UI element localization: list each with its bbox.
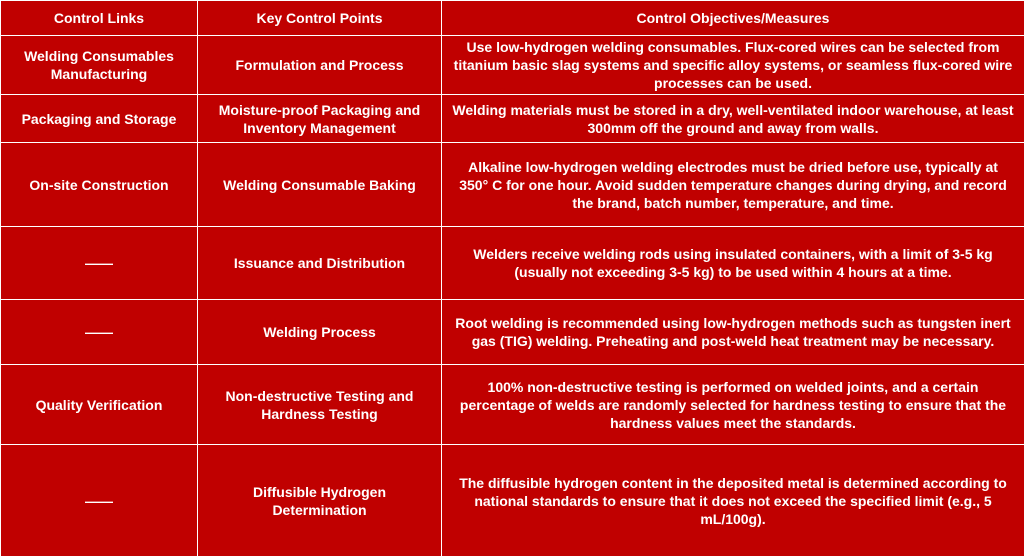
measure-cell: Alkaline low-hydrogen welding electrodes must be dried before use, typically at 350° C for one hour. Avoid sudden temperature changes during drying, and record the brand, batch number, temperature, and time. [442,143,1024,227]
measure-cell: Root welding is recommended using low-hydrogen methods such as tungsten inert gas (TIG) welding. Preheating and post-weld heat treatment may be necessary. [442,300,1024,365]
control-link-cell: —— [1,227,198,300]
control-point-cell: Welding Consumable Baking [198,143,442,227]
measure-cell: 100% non-destructive testing is performed on welded joints, and a certain percentage of welds are randomly selected for hardness testing to ensure that the hardness values meet the standards. [442,365,1024,445]
control-link-cell: Quality Verification [1,365,198,445]
header-control-objectives: Control Objectives/Measures [442,1,1024,36]
control-point-cell: Diffusible Hydrogen Determination [198,445,442,557]
control-point-cell: Welding Process [198,300,442,365]
table-row [1,143,1024,227]
measure-cell: Welders receive welding rods using insulated containers, with a limit of 3-5 kg (usually not exceeding 3-5 kg) to be used within 4 hours at a time. [442,227,1024,300]
table-row [1,227,1024,300]
measure-cell: Welding materials must be stored in a dry, well-ventilated indoor warehouse, at least 300mm off the ground and away from walls. [442,95,1024,143]
table-row [1,36,1024,95]
control-link-cell: —— [1,300,198,365]
control-point-cell: Non-destructive Testing and Hardness Testing [198,365,442,445]
table-row [1,95,1024,143]
control-link-cell: Packaging and Storage [1,95,198,143]
control-link-cell: On-site Construction [1,143,198,227]
control-link-cell: —— [1,445,198,557]
control-point-cell: Moisture-proof Packaging and Inventory Management [198,95,442,143]
measure-cell: Use low-hydrogen welding consumables. Flux-cored wires can be selected from titanium basic slag systems and specific alloy systems, or seamless flux-cored wire processes can be used. [442,36,1024,95]
table-row [1,365,1024,445]
table-row [1,445,1024,557]
control-point-cell: Issuance and Distribution [198,227,442,300]
measure-cell: The diffusible hydrogen content in the deposited metal is determined according to national standards to ensure that it does not exceed the specified limit (e.g., 5 mL/100g). [442,445,1024,557]
control-point-cell: Formulation and Process [198,36,442,95]
header-control-links: Control Links [1,1,198,36]
table-row [1,300,1024,365]
control-link-cell: Welding Consumables Manufacturing [1,36,198,95]
header-key-control-points: Key Control Points [198,1,442,36]
header-row [1,1,1024,36]
